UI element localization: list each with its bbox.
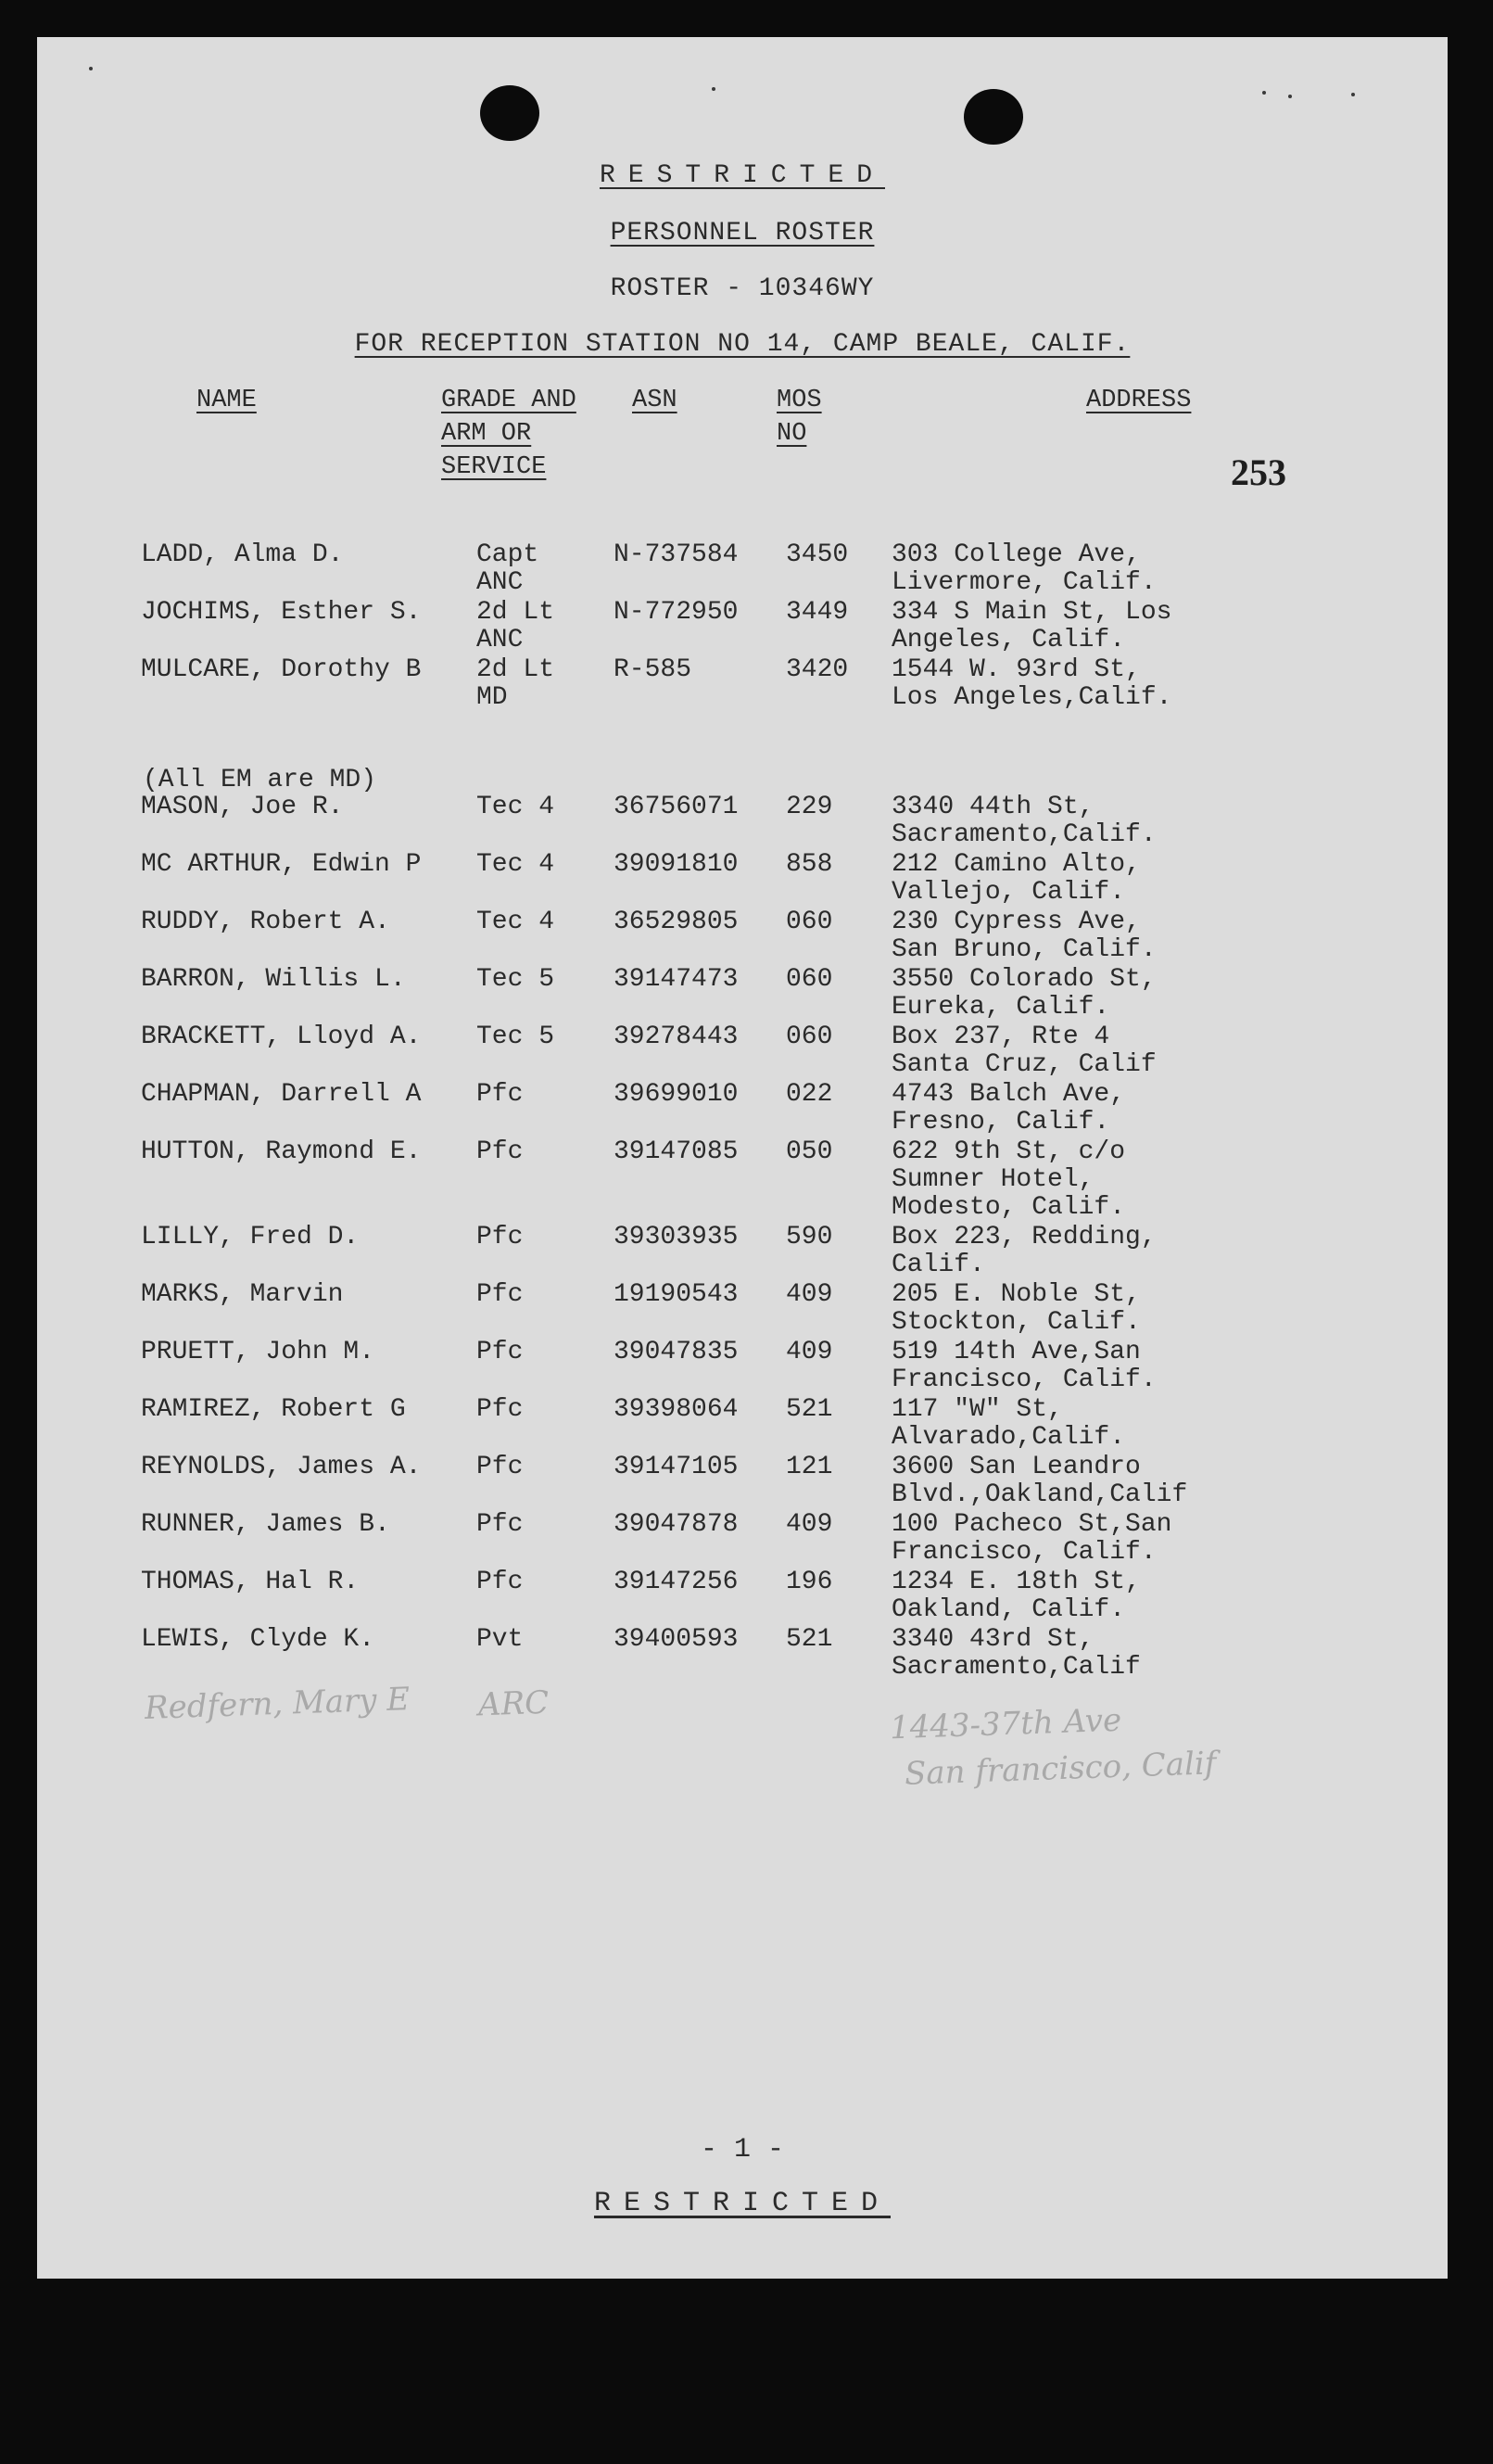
asn-cell: 39400593 bbox=[614, 1625, 739, 1654]
address-cell: 3340 43rd St, Sacramento,Calif bbox=[892, 1625, 1141, 1682]
name-cell: JOCHIMS, Esther S. bbox=[141, 598, 422, 627]
grade-cell: Pfc bbox=[476, 1510, 524, 1539]
speck bbox=[89, 67, 93, 70]
speck bbox=[1351, 93, 1355, 96]
grade-cell: Pfc bbox=[476, 1338, 524, 1366]
asn-cell: 39047835 bbox=[614, 1338, 739, 1366]
address-cell: 1234 E. 18th St, Oakland, Calif. bbox=[892, 1568, 1141, 1624]
grade-cell: Pfc bbox=[476, 1395, 524, 1424]
mos-cell: 060 bbox=[786, 1022, 833, 1051]
address-cell: 3550 Colorado St, Eureka, Calif. bbox=[892, 965, 1157, 1022]
mos-cell: 060 bbox=[786, 965, 833, 994]
punch-hole-left bbox=[480, 85, 539, 141]
station-line: FOR RECEPTION STATION NO 14, CAMP BEALE, CALIF. bbox=[354, 330, 1131, 359]
name-cell: LILLY, Fred D. bbox=[141, 1223, 360, 1251]
grade-cell: Tec 4 bbox=[476, 908, 555, 936]
column-header-grade: GRADE AND ARM OR SERVICE bbox=[441, 387, 576, 481]
mos-cell: 050 bbox=[786, 1137, 833, 1166]
name-cell: RUDDY, Robert A. bbox=[141, 908, 390, 936]
name-cell: HUTTON, Raymond E. bbox=[141, 1137, 422, 1166]
grade-cell: Pfc bbox=[476, 1280, 524, 1309]
address-cell: 1544 W. 93rd St, Los Angeles,Calif. bbox=[892, 655, 1172, 712]
handwritten-name: Redfern, Mary E bbox=[144, 1681, 411, 1727]
grade-cell: Capt ANC bbox=[476, 540, 539, 597]
mos-cell: 858 bbox=[786, 850, 833, 879]
grade-cell: Tec 4 bbox=[476, 793, 555, 821]
name-cell: MASON, Joe R. bbox=[141, 793, 344, 821]
column-header-address: ADDRESS bbox=[1086, 387, 1192, 414]
column-header-asn: ASN bbox=[632, 387, 677, 414]
classification-header: RESTRICTED bbox=[599, 161, 886, 190]
name-cell: MARKS, Marvin bbox=[141, 1280, 344, 1309]
roster-title: PERSONNEL ROSTER bbox=[610, 219, 875, 248]
handwritten-address-2: San francisco, Calif bbox=[904, 1745, 1217, 1793]
address-cell: 205 E. Noble St, Stockton, Calif. bbox=[892, 1280, 1141, 1337]
asn-cell: 39147085 bbox=[614, 1137, 739, 1166]
name-cell: PRUETT, John M. bbox=[141, 1338, 375, 1366]
classification-footer: RESTRICTED bbox=[593, 2188, 892, 2219]
asn-cell: N-737584 bbox=[614, 540, 739, 569]
mos-cell: 3449 bbox=[786, 598, 849, 627]
grade-cell: Pfc bbox=[476, 1568, 524, 1596]
address-cell: 230 Cypress Ave, San Bruno, Calif. bbox=[892, 908, 1157, 964]
address-cell: 3340 44th St, Sacramento,Calif. bbox=[892, 793, 1157, 849]
name-cell: BARRON, Willis L. bbox=[141, 965, 406, 994]
name-cell: MC ARTHUR, Edwin P bbox=[141, 850, 422, 879]
address-cell: 334 S Main St, Los Angeles, Calif. bbox=[892, 598, 1172, 654]
name-cell: LADD, Alma D. bbox=[141, 540, 344, 569]
asn-cell: R-585 bbox=[614, 655, 692, 684]
asn-cell: 39147473 bbox=[614, 965, 739, 994]
address-cell: 100 Pacheco St,San Francisco, Calif. bbox=[892, 1510, 1172, 1567]
asn-cell: 36756071 bbox=[614, 793, 739, 821]
asn-cell: 39147105 bbox=[614, 1453, 739, 1481]
column-header-name: NAME bbox=[196, 387, 257, 414]
name-cell: RAMIREZ, Robert G bbox=[141, 1395, 406, 1424]
name-cell: RUNNER, James B. bbox=[141, 1510, 390, 1539]
speck bbox=[1288, 95, 1292, 98]
asn-cell: 39303935 bbox=[614, 1223, 739, 1251]
punch-hole-right bbox=[964, 89, 1023, 145]
speck bbox=[712, 87, 715, 91]
mos-cell: 409 bbox=[786, 1280, 833, 1309]
grade-cell: Pvt bbox=[476, 1625, 524, 1654]
mos-cell: 196 bbox=[786, 1568, 833, 1596]
name-cell: REYNOLDS, James A. bbox=[141, 1453, 422, 1481]
mos-cell: 3420 bbox=[786, 655, 849, 684]
document-page bbox=[37, 37, 1448, 2279]
mos-cell: 022 bbox=[786, 1080, 833, 1109]
address-cell: Box 237, Rte 4 Santa Cruz, Calif bbox=[892, 1022, 1157, 1079]
asn-cell: 39147256 bbox=[614, 1568, 739, 1596]
asn-cell: 39091810 bbox=[614, 850, 739, 879]
mos-cell: 229 bbox=[786, 793, 833, 821]
grade-cell: Tec 5 bbox=[476, 965, 555, 994]
mos-cell: 121 bbox=[786, 1453, 833, 1481]
grade-cell: Pfc bbox=[476, 1080, 524, 1109]
name-cell: THOMAS, Hal R. bbox=[141, 1568, 360, 1596]
asn-cell: 39398064 bbox=[614, 1395, 739, 1424]
page-stamp: 253 bbox=[1231, 451, 1286, 493]
address-cell: Box 223, Redding, Calif. bbox=[892, 1223, 1157, 1279]
name-cell: LEWIS, Clyde K. bbox=[141, 1625, 375, 1654]
address-cell: 3600 San Leandro Blvd.,Oakland,Calif bbox=[892, 1453, 1188, 1509]
grade-cell: Pfc bbox=[476, 1223, 524, 1251]
grade-cell: Pfc bbox=[476, 1453, 524, 1481]
mos-cell: 409 bbox=[786, 1338, 833, 1366]
name-cell: CHAPMAN, Darrell A bbox=[141, 1080, 422, 1109]
name-cell: BRACKETT, Lloyd A. bbox=[141, 1022, 422, 1051]
name-cell: MULCARE, Dorothy B bbox=[141, 655, 422, 684]
address-cell: 212 Camino Alto, Vallejo, Calif. bbox=[892, 850, 1141, 907]
grade-cell: Pfc bbox=[476, 1137, 524, 1166]
asn-cell: 39047878 bbox=[614, 1510, 739, 1539]
roster-id: ROSTER - 10346WY bbox=[610, 274, 875, 303]
speck bbox=[1262, 91, 1266, 95]
column-header-mos: MOS NO bbox=[777, 387, 822, 448]
mos-cell: 409 bbox=[786, 1510, 833, 1539]
address-cell: 519 14th Ave,San Francisco, Calif. bbox=[892, 1338, 1157, 1394]
mos-cell: 3450 bbox=[786, 540, 849, 569]
asn-cell: 39699010 bbox=[614, 1080, 739, 1109]
page-number: - 1 - bbox=[700, 2134, 784, 2166]
asn-cell: N-772950 bbox=[614, 598, 739, 627]
mos-cell: 060 bbox=[786, 908, 833, 936]
grade-cell: 2d Lt MD bbox=[476, 655, 555, 712]
address-cell: 303 College Ave, Livermore, Calif. bbox=[892, 540, 1157, 597]
enlisted-note: (All EM are MD) bbox=[143, 766, 377, 794]
mos-cell: 521 bbox=[786, 1625, 833, 1654]
grade-cell: 2d Lt ANC bbox=[476, 598, 555, 654]
mos-cell: 590 bbox=[786, 1223, 833, 1251]
mos-cell: 521 bbox=[786, 1395, 833, 1424]
handwritten-address-1: 1443-37th Ave bbox=[889, 1701, 1122, 1747]
grade-cell: Tec 5 bbox=[476, 1022, 555, 1051]
address-cell: 117 "W" St, Alvarado,Calif. bbox=[892, 1395, 1126, 1452]
asn-cell: 36529805 bbox=[614, 908, 739, 936]
address-cell: 4743 Balch Ave, Fresno, Calif. bbox=[892, 1080, 1126, 1137]
asn-cell: 39278443 bbox=[614, 1022, 739, 1051]
asn-cell: 19190543 bbox=[614, 1280, 739, 1309]
address-cell: 622 9th St, c/o Sumner Hotel, Modesto, Calif. bbox=[892, 1137, 1126, 1222]
grade-cell: Tec 4 bbox=[476, 850, 555, 879]
handwritten-org: ARC bbox=[477, 1683, 550, 1724]
